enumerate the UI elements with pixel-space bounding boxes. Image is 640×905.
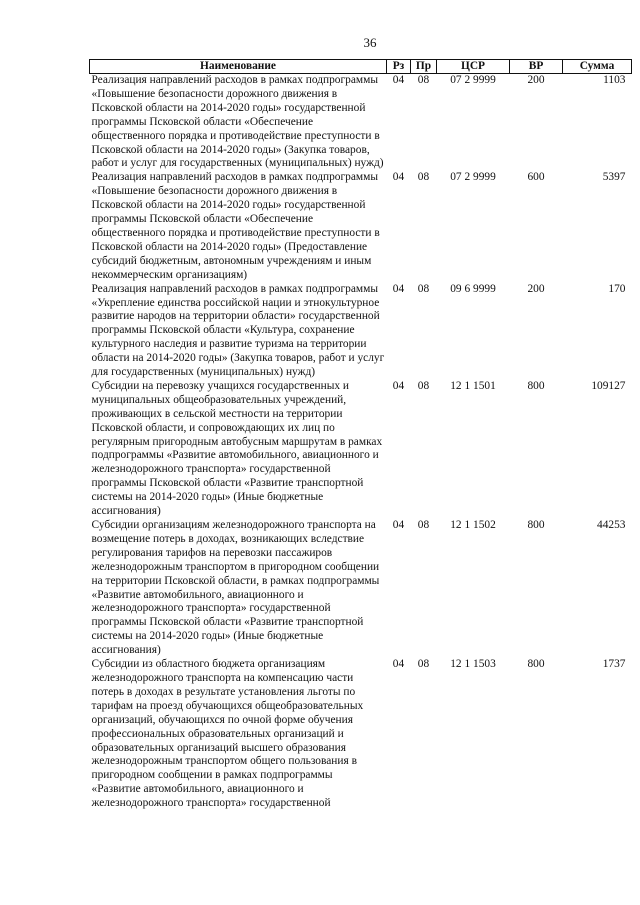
- row-csr: 12 1 1502: [450, 519, 496, 531]
- row-csr: 12 1 1503: [450, 658, 496, 671]
- row-vr: 200: [527, 74, 545, 86]
- table-row: [90, 658, 632, 811]
- row-name: Субсидии на перевозку учащихся государственных и муниципальных общеобразовательных учреждений, проживающих в сельской местности на территории Псковской области, и сопровождающих их лиц по регулярным пригородным автобусным маршрутам в рамках подпрограммы «Развитие автомобильного, авиационного и железнодорожного транспорта» государственной программы Псковской области «Развитие транспортной системы на 2014-2020 годы» (Иные бюджетные ассигнования): [91, 379, 383, 518]
- table-row: [90, 380, 632, 519]
- table-row: [90, 283, 632, 380]
- row-rz: 04: [392, 282, 405, 295]
- row-pr: 08: [417, 74, 430, 86]
- row-name: Реализация направлений расходов в рамках подпрограммы «Повышение безопасности дорожного движения в Псковской области на 2014-2020 годы» государственной программы Псковской области «Обеспечение общественного порядка и противодействие преступности в Псковской области на 2014-2020 годы» (Предоставление субсидий бюджетным, автономным учреждениям и иным некоммерческим организациям): [91, 171, 380, 281]
- row-rz: 04: [392, 74, 405, 86]
- row-sum: 1737: [602, 658, 626, 671]
- row-name: Реализация направлений расходов в рамках подпрограммы «Укрепление единства российской нации и этнокультурное развитие народов на территории области» государственной программы Псковской области «Культура, сохранение культурного наследия и развитие туризма на территории области на 2014-2020 годы» (Закупка товаров, работ и услуг для государственных (муниципальных) нужд): [91, 282, 385, 379]
- row-vr: 600: [527, 171, 545, 184]
- row-pr: 08: [417, 282, 430, 295]
- row-name: Субсидии организациям железнодорожного транспорта на возмещение потерь в доходах, возникающих вследствие регулирования тарифов на перевозки пассажиров железнодорожным транспортом в пригородном сообщении на территории Псковской области, в рамках подпрограммы «Развитие автомобильного, авиационного и железнодорожного транспорта» государственной программы Псковской области «Развитие транспортной системы на 2014-2020 годы» (Иные бюджетные ассигнования): [91, 519, 380, 657]
- row-pr: 08: [417, 171, 430, 184]
- row-name: Субсидии из областного бюджета организациям железнодорожного транспорта на компенсацию части потерь в доходах в результате установления льготы по тарифам на проезд обучающихся общеобразовательных организаций, обучающихся по очной форме обучения профессиональных образовательных организаций и образовательных организаций высшего образования железнодорожным транспортом общего пользования в пригородном сообщении в рамках подпрограммы «Развитие автомобильного, авиационного и железнодорожного транспорта» государственной: [91, 658, 364, 810]
- table-header-row: [90, 60, 632, 74]
- row-pr: 08: [417, 658, 430, 671]
- row-sum: 44253: [597, 519, 626, 531]
- row-csr: 07 2 9999: [450, 171, 496, 184]
- row-rz: 04: [392, 658, 405, 671]
- header-name: Наименование: [90, 60, 387, 74]
- row-rz: 04: [392, 519, 405, 531]
- table-row: [90, 74, 632, 172]
- row-sum: 109127: [591, 379, 626, 392]
- header-vr: ВР: [510, 60, 563, 74]
- row-pr: 08: [417, 379, 430, 392]
- row-rz: 04: [392, 379, 405, 392]
- row-vr: 800: [527, 658, 545, 671]
- row-rz: 04: [392, 171, 405, 184]
- row-sum: 1103: [603, 74, 626, 86]
- row-csr: 12 1 1501: [450, 379, 496, 392]
- row-sum: 5397: [602, 171, 626, 184]
- row-vr: 800: [527, 519, 545, 531]
- header-pr: Пр: [411, 60, 437, 74]
- header-rz: Рз: [387, 60, 411, 74]
- row-vr: 200: [527, 282, 545, 295]
- page-number-text: 36: [363, 35, 377, 50]
- table-row: [90, 171, 632, 282]
- table-row: [90, 519, 632, 658]
- row-sum: 170: [608, 282, 626, 295]
- header-csr: ЦСР: [437, 60, 510, 74]
- budget-table: [89, 59, 632, 811]
- row-vr: 800: [527, 379, 545, 392]
- row-name: Реализация направлений расходов в рамках подпрограммы «Повышение безопасности дорожного движения в Псковской области на 2014-2020 годы» государственной программы Псковской области «Обеспечение общественного порядка и противодействие преступности в Псковской области на 2014-2020 годы» (Закупка товаров, работ и услуг для государственных (муниципальных) нужд): [91, 74, 384, 170]
- page-number: [0, 35, 640, 51]
- header-sum: Сумма: [563, 60, 632, 74]
- row-csr: 09 6 9999: [450, 282, 496, 295]
- row-pr: 08: [417, 519, 430, 531]
- row-csr: 07 2 9999: [450, 74, 496, 86]
